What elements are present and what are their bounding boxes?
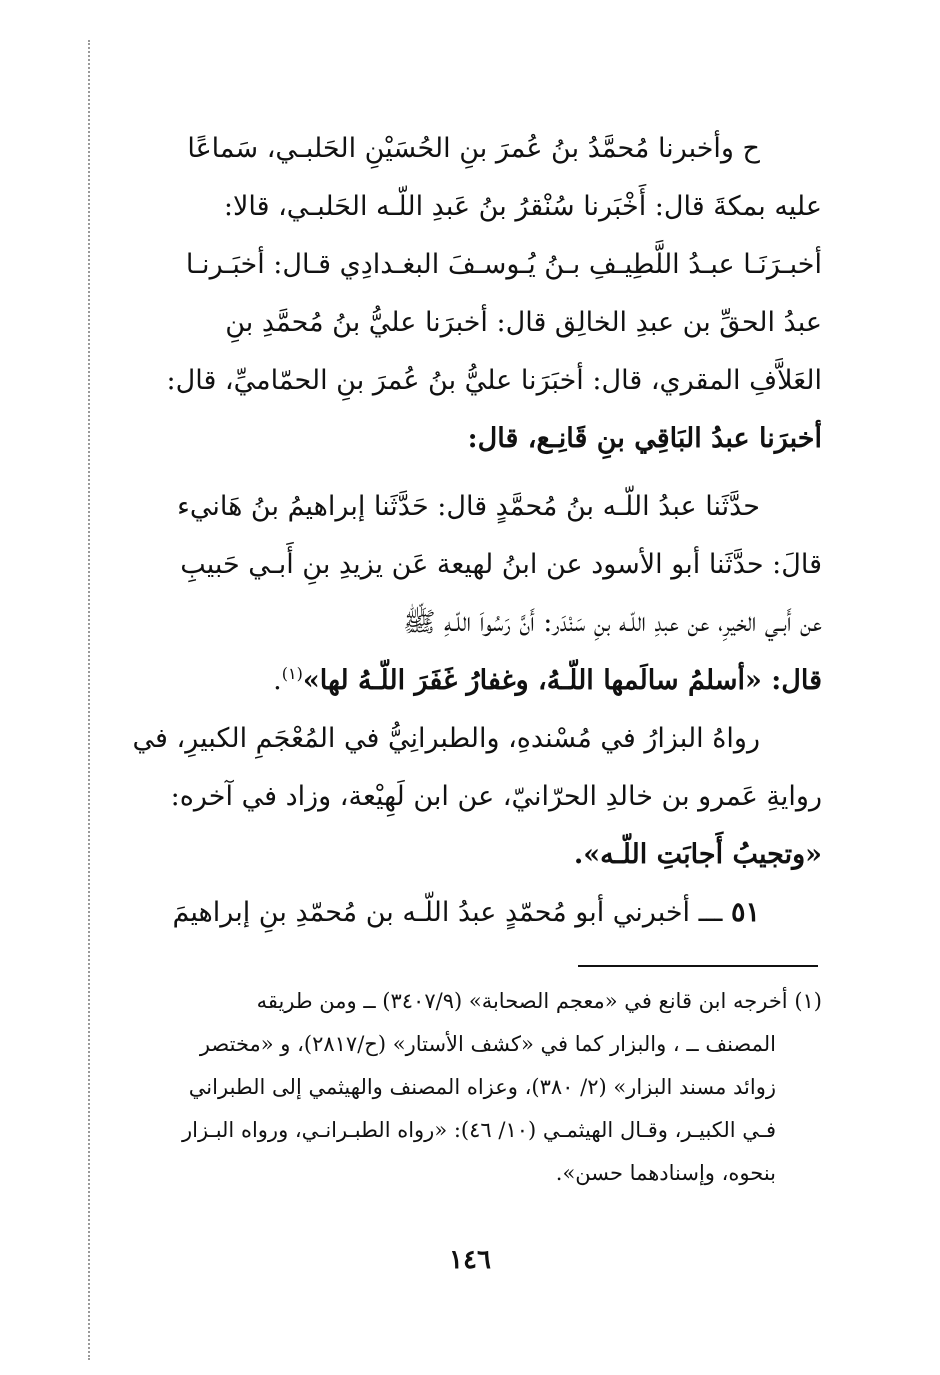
footnote bbox=[118, 980, 822, 1195]
footnote-line: (١) أخرجه ابن قانع في «معجم الصحابة» (٣٤٠٧/٩) ــ ومن طريقه bbox=[256, 989, 822, 1013]
text-line: روايةِ عَمرو بن خالدِ الحرّانيّ، عن ابن لَهِيْعة، وزاد في آخره: bbox=[170, 781, 822, 812]
text-line bbox=[112, 652, 822, 710]
hadith-text: قال: «أسلمُ سالَمها اللّـهُ، وغفارُ غَفَرَ اللّـهُ لها» bbox=[302, 665, 822, 696]
footnote-separator bbox=[578, 965, 818, 967]
entry-number: ٥١ bbox=[730, 897, 760, 928]
footnote-line: المصنف ــ ، والبزار كما في «كشف الأستار» (ح/٢٨١٧)، و «مختصر bbox=[199, 1032, 776, 1056]
paragraph-isnad-1 bbox=[112, 120, 822, 468]
text-line: «وتجيبُ أَجابَتِ اللّـه». bbox=[573, 839, 822, 870]
footnote-line: زوائد مسند البزار» (٢/ ٣٨٠)، وعزاه المصنف والهيثمي إلى الطبراني bbox=[188, 1075, 776, 1099]
text-line: ح وأخبرنا مُحمَّدُ بنُ عُمرَ بنِ الحُسَيْنِ الحَلبـي، سَماعًا bbox=[187, 133, 760, 164]
entry-text: أخبرني أبو مُحمّدٍ عبدُ اللّـه بن مُحمّدِ بنِ إبراهيمَ bbox=[172, 897, 691, 928]
text-line: قالَ: حدَّثَنا أبو الأسود عن ابنُ لهيعة عَن يزيدِ بنِ أَبـي حَبيبِ bbox=[180, 549, 822, 580]
text-line: عليه بمكةَ قال: أَخْبَرنا سُنْقرُ بنُ عَبدِ اللّـه الحَلبـي، قالا: bbox=[223, 191, 822, 222]
text-line: عبدُ الحقِّ بن عبدِ الخالِق قال: أخبرَنا عليُّ بنُ مُحمَّدِ بنِ bbox=[225, 307, 822, 338]
page-number: ١٤٦ bbox=[449, 1245, 491, 1275]
text-line: عن أَبـي الخيرِ، عن عبدِ اللّـه بنِ سَنْدَر: أَنَّ رَسُواَ اللّـهِ ﷺ bbox=[402, 607, 822, 638]
paragraph-numbered-51 bbox=[112, 884, 822, 942]
footnote-line: بنحوه، وإسنادهما حسن». bbox=[555, 1161, 776, 1185]
paragraph-hadith bbox=[112, 478, 822, 710]
entry-dash: ـــ bbox=[698, 897, 723, 928]
text-line: رواهُ البزارُ في مُسْندهِ، والطبرانِيُّ في المُعْجَمِ الكبيرِ، في bbox=[132, 723, 760, 754]
scan-edge-dots bbox=[88, 40, 90, 1360]
footnote-marker: (١) bbox=[281, 664, 303, 683]
text-line bbox=[112, 884, 822, 942]
paragraph-takhrij bbox=[112, 710, 822, 884]
text-line: أخبرَنا عبدُ البَاقِي بنِ قَانِـع، قال: bbox=[467, 423, 822, 454]
text-line: أخبـرَنَـا عبـدُ اللَّطِيـفِ بـنُ يُـوسـفَ البغـدادِي قـال: أخبَـرنـا bbox=[185, 249, 822, 280]
footnote-line: فـي الكبيـر، وقـال الهيثمـي (١٠/ ٤٦): «رواه الطبـرانـي، ورواه البـزار bbox=[181, 1118, 776, 1142]
text-line: حدَّثَنا عبدُ اللّـه بنُ مُحمَّدٍ قال: حَدَّثَنا إبراهيمُ بنُ هَانيء bbox=[177, 491, 760, 522]
end-punctuation: . bbox=[273, 665, 282, 696]
text-line: العَلاَّفِ المقري، قال: أخبَرَنا عليُّ بنُ عُمرَ بنِ الحمّاميِّ، قال: bbox=[166, 365, 822, 396]
